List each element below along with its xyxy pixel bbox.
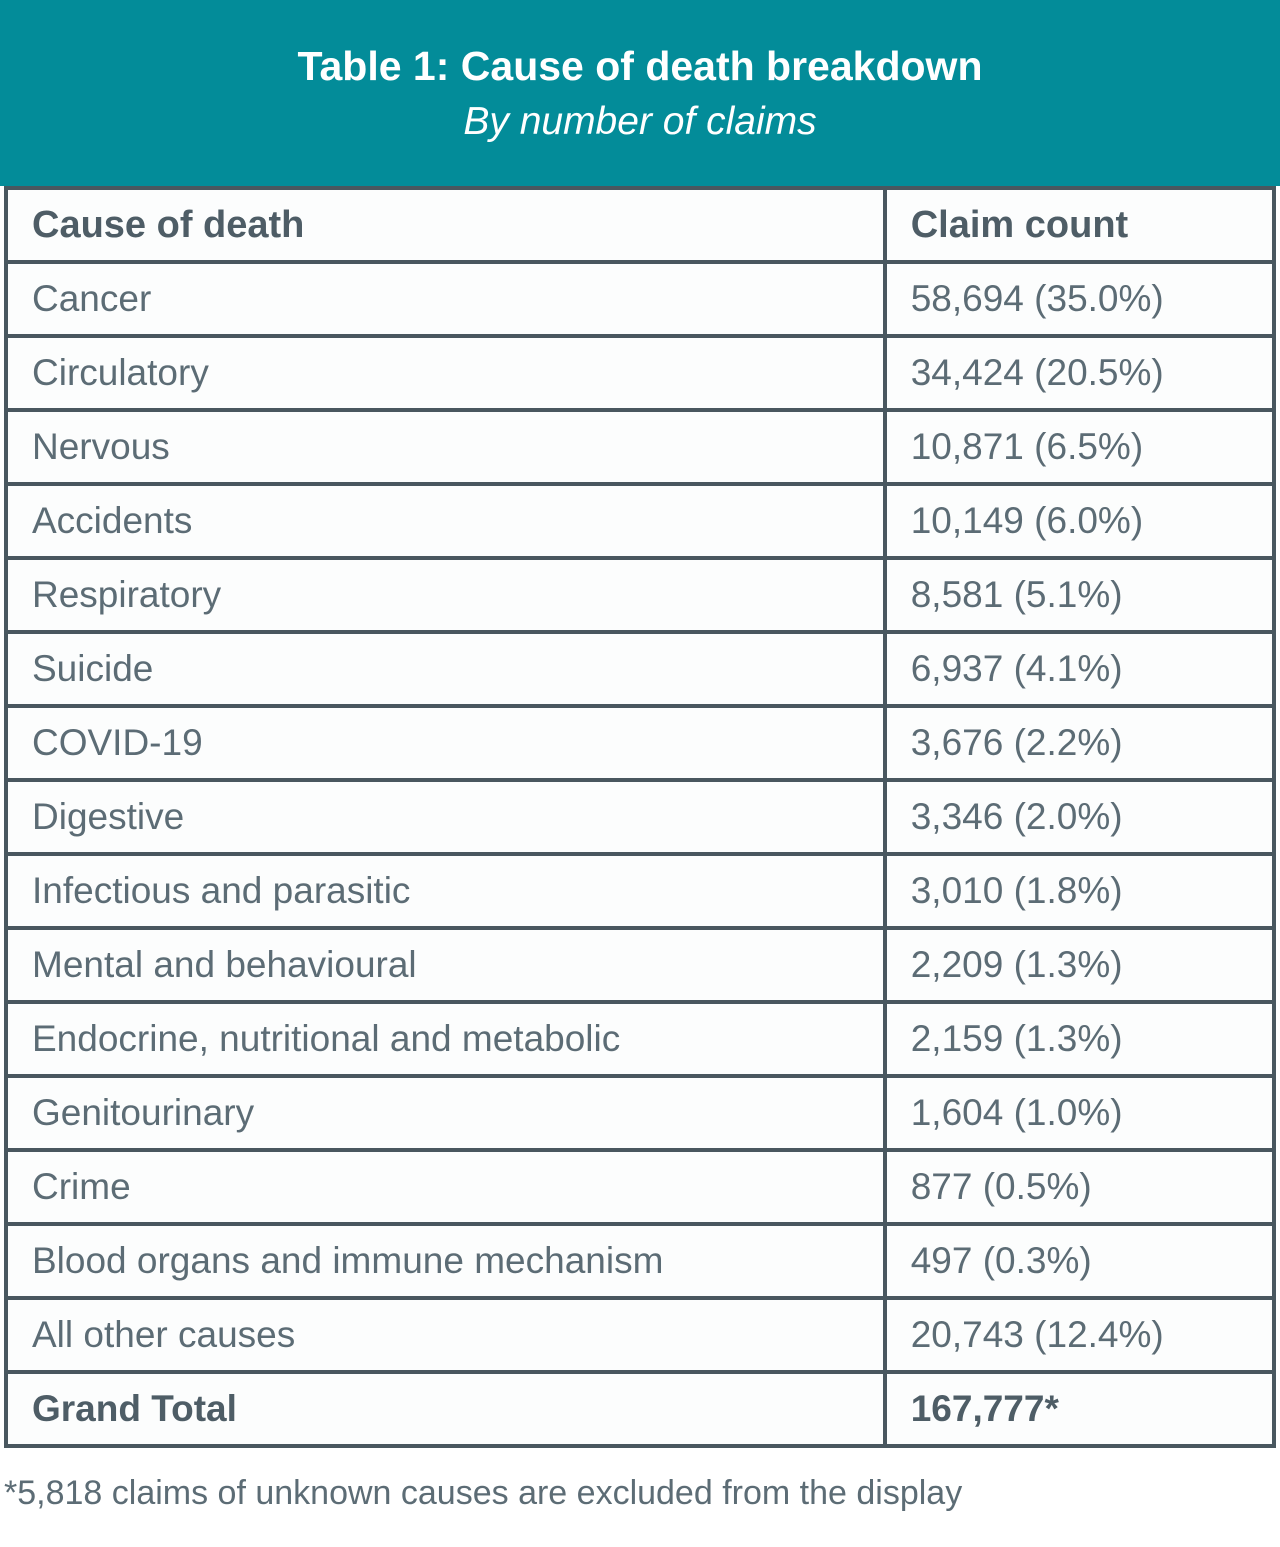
claim-count-cell: 3,010 (1.8%) (885, 854, 1274, 928)
table-row (6, 854, 1274, 928)
table-row (6, 1150, 1274, 1224)
table-row (6, 1224, 1274, 1298)
table-subtitle: By number of claims (463, 99, 817, 143)
cause-of-death-cell: Cancer (6, 262, 885, 336)
cause-of-death-cell: Suicide (6, 632, 885, 706)
table-row (6, 706, 1274, 780)
cause-of-death-cell: Circulatory (6, 336, 885, 410)
cause-of-death-cell: Genitourinary (6, 1076, 885, 1150)
table-row (6, 928, 1274, 1002)
claim-count-cell: 8,581 (5.1%) (885, 558, 1274, 632)
cause-of-death-cell: Respiratory (6, 558, 885, 632)
claim-count-cell: 877 (0.5%) (885, 1150, 1274, 1224)
claim-count-cell: 10,149 (6.0%) (885, 484, 1274, 558)
grand-total-row (6, 1372, 1274, 1446)
cause-of-death-cell: COVID-19 (6, 706, 885, 780)
claim-count-cell: 1,604 (1.0%) (885, 1076, 1274, 1150)
cause-of-death-cell: Digestive (6, 780, 885, 854)
table-row (6, 632, 1274, 706)
claim-count-cell: 34,424 (20.5%) (885, 336, 1274, 410)
claim-count-cell: 3,346 (2.0%) (885, 780, 1274, 854)
table-row (6, 336, 1274, 410)
grand-total-label-cell: Grand Total (6, 1372, 885, 1446)
cause-of-death-cell: Endocrine, nutritional and metabolic (6, 1002, 885, 1076)
table-row (6, 262, 1274, 336)
cause-of-death-cell: Blood organs and immune mechanism (6, 1224, 885, 1298)
table-title: Table 1: Cause of death breakdown (297, 42, 983, 89)
claim-count-cell: 3,676 (2.2%) (885, 706, 1274, 780)
table-row (6, 1076, 1274, 1150)
table-row (6, 558, 1274, 632)
grand-total-value-cell: 167,777* (885, 1372, 1274, 1446)
column-header-cause-of-death: Cause of death (6, 188, 885, 262)
column-header-claim-count: Claim count (885, 188, 1274, 262)
claim-count-cell: 20,743 (12.4%) (885, 1298, 1274, 1372)
table-row (6, 484, 1274, 558)
claim-count-cell: 497 (0.3%) (885, 1224, 1274, 1298)
claim-count-cell: 10,871 (6.5%) (885, 410, 1274, 484)
cause-of-death-cell: Accidents (6, 484, 885, 558)
table-row (6, 1002, 1274, 1076)
cause-of-death-cell: Nervous (6, 410, 885, 484)
cause-of-death-cell: Mental and behavioural (6, 928, 885, 1002)
footnote: *5,818 claims of unknown causes are excluded from the display (4, 1474, 963, 1512)
table-row (6, 780, 1274, 854)
table-row (6, 410, 1274, 484)
claim-count-cell: 58,694 (35.0%) (885, 262, 1274, 336)
cause-of-death-table (4, 186, 1276, 1448)
table-title-banner (0, 0, 1280, 186)
cause-of-death-cell: Infectious and parasitic (6, 854, 885, 928)
claim-count-cell: 2,159 (1.3%) (885, 1002, 1274, 1076)
cause-of-death-cell: Crime (6, 1150, 885, 1224)
cause-of-death-cell: All other causes (6, 1298, 885, 1372)
claim-count-cell: 6,937 (4.1%) (885, 632, 1274, 706)
table-header-row (6, 188, 1274, 262)
claim-count-cell: 2,209 (1.3%) (885, 928, 1274, 1002)
table-row (6, 1298, 1274, 1372)
